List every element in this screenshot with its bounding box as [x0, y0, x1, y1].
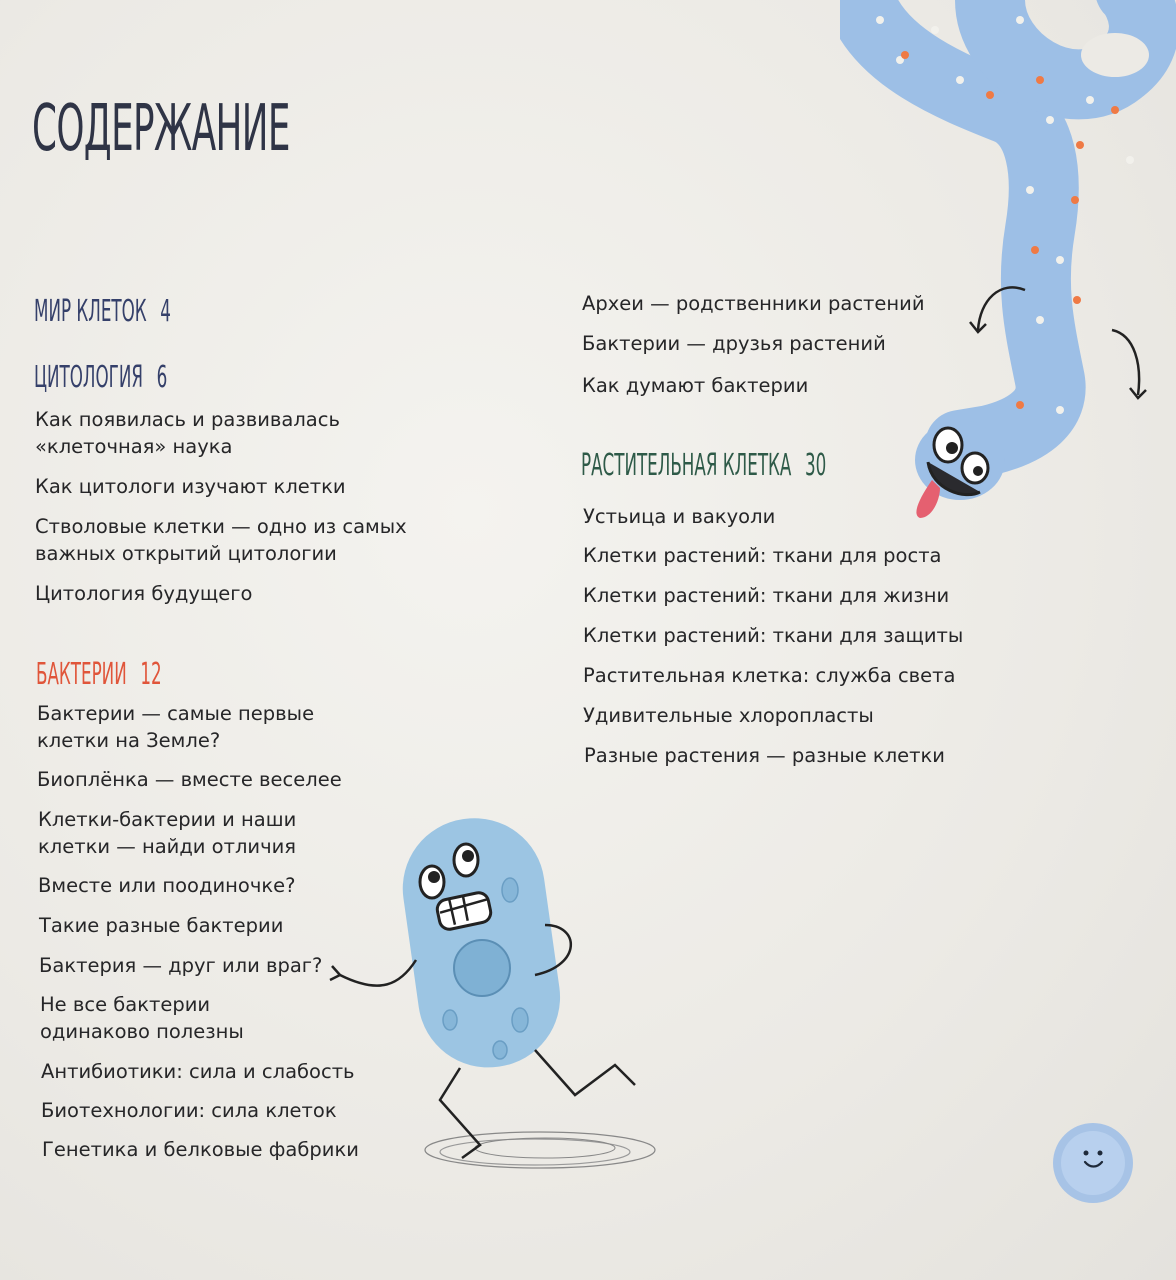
- page-title: СОДЕРЖАНИЕ: [32, 92, 290, 166]
- section-page: 30: [805, 448, 827, 483]
- section-label: ЦИТОЛОГИЯ: [34, 360, 144, 395]
- toc-item[interactable]: Антибиотики: сила и слабость: [41, 1060, 355, 1083]
- section-heading-plant[interactable]: [581, 448, 826, 483]
- toc-item[interactable]: Удивительные хлоропласты: [583, 704, 874, 727]
- toc-item[interactable]: Биотехнологии: сила клеток: [41, 1099, 337, 1122]
- toc-item[interactable]: Биоплёнка — вместе веселее: [37, 768, 342, 791]
- section-page: 6: [156, 360, 168, 395]
- toc-item[interactable]: Клетки-бактерии и наши клетки — найди отличия: [38, 808, 297, 858]
- section-label: БАКТЕРИИ: [36, 657, 127, 692]
- toc-item[interactable]: Растительная клетка: служба света: [583, 664, 956, 687]
- section-label: МИР КЛЕТОК: [34, 294, 147, 329]
- toc-item[interactable]: Бактерии — самые первые клетки на Земле?: [37, 702, 315, 752]
- toc-item[interactable]: Разные растения — разные клетки: [584, 744, 945, 767]
- toc-item[interactable]: Бактерии — друзья растений: [582, 332, 886, 355]
- section-heading-bacteria[interactable]: [36, 657, 162, 692]
- section-label: РАСТИТЕЛЬНАЯ КЛЕТКА: [581, 448, 792, 483]
- toc-item[interactable]: Археи — родственники растений: [582, 292, 925, 315]
- section-heading-cytology[interactable]: [34, 360, 167, 395]
- toc-item[interactable]: Такие разные бактерии: [39, 914, 284, 937]
- toc-item[interactable]: Как думают бактерии: [582, 374, 809, 397]
- toc-item[interactable]: Клетки растений: ткани для жизни: [583, 584, 950, 607]
- toc-item[interactable]: Не все бактерии одинаково полезны: [40, 993, 244, 1043]
- bacterium-character-icon: [320, 810, 665, 1190]
- section-heading-mir[interactable]: [34, 294, 171, 329]
- toc-item[interactable]: Вместе или поодиночке?: [38, 874, 296, 897]
- toc-item[interactable]: Стволовые клетки — одно из самых важных открытий цитологии: [35, 515, 407, 565]
- toc-item[interactable]: Генетика и белковые фабрики: [42, 1138, 359, 1161]
- worm-creature-icon: [840, 0, 1176, 530]
- toc-item[interactable]: Как цитологи изучают клетки: [35, 475, 346, 498]
- toc-item[interactable]: Клетки растений: ткани для защиты: [583, 624, 964, 647]
- section-page: 4: [160, 294, 171, 329]
- toc-item[interactable]: Бактерия — друг или враг?: [39, 954, 323, 977]
- toc-item[interactable]: Устьица и вакуоли: [583, 505, 776, 528]
- toc-item[interactable]: Цитология будущего: [35, 582, 253, 605]
- smiley-cell-icon: [1050, 1120, 1136, 1206]
- section-page: 12: [140, 657, 162, 692]
- toc-item[interactable]: Как появилась и развивалась «клеточная» наука: [35, 408, 340, 458]
- toc-item[interactable]: Клетки растений: ткани для роста: [583, 544, 942, 567]
